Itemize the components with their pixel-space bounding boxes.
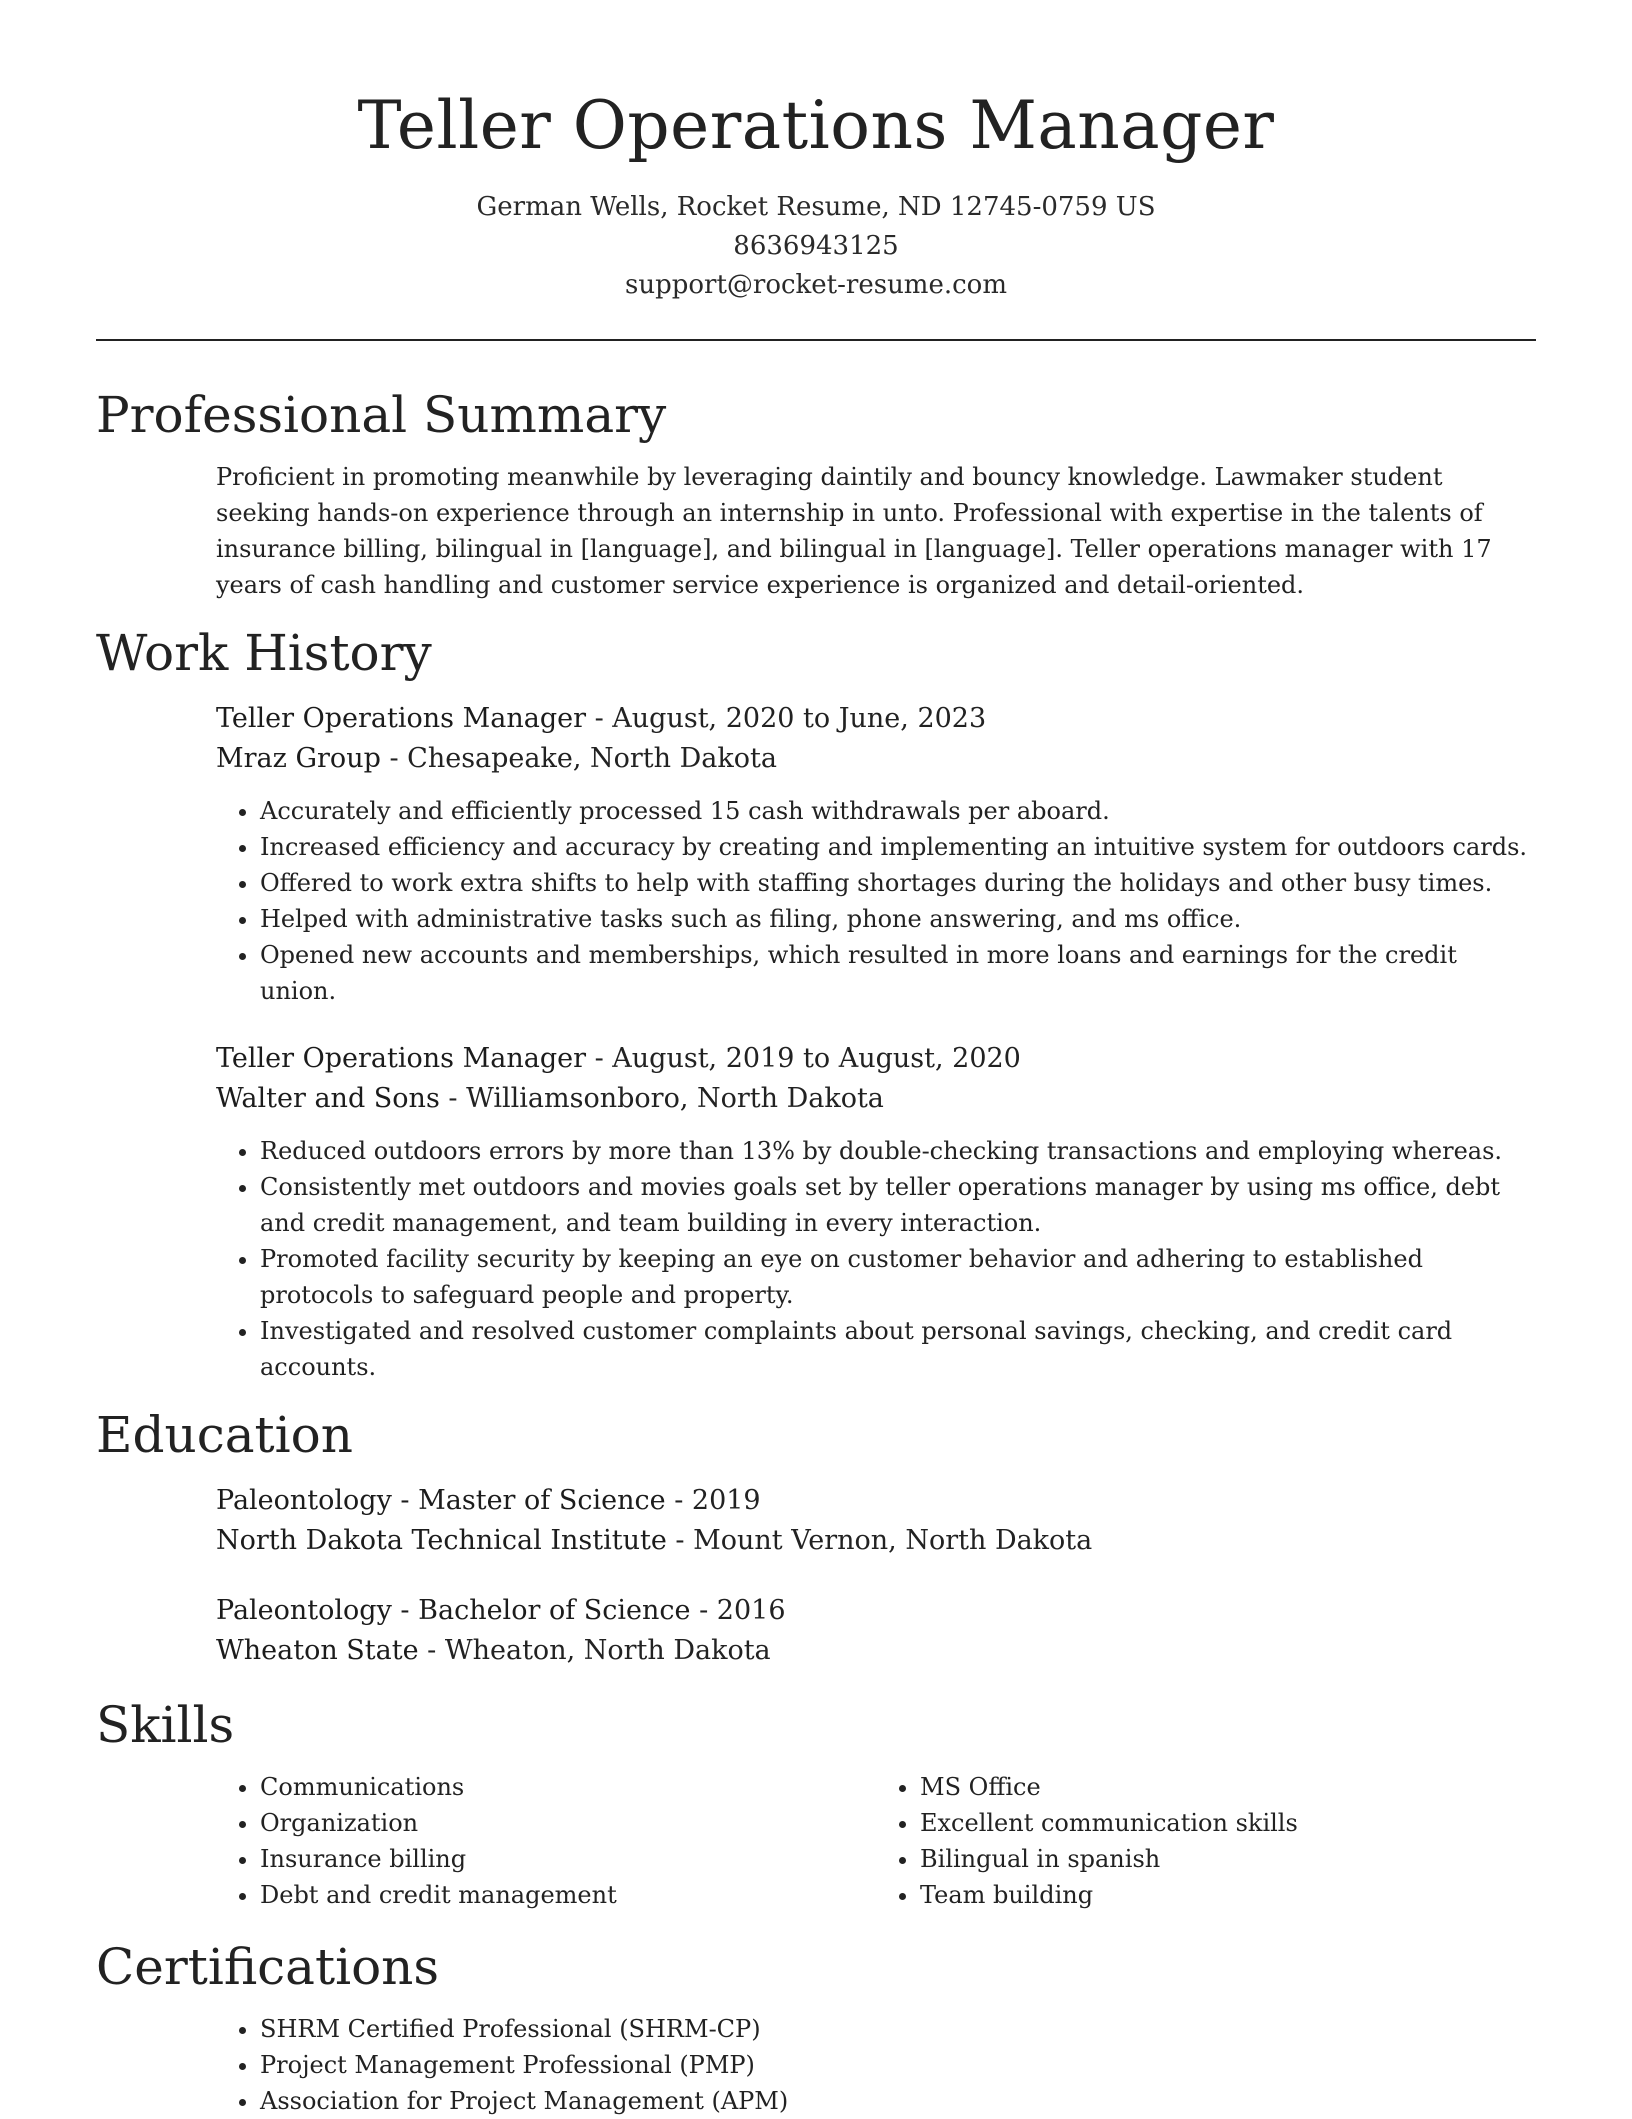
- job-entry: [96, 1039, 1536, 1385]
- list-item: • Excellent communication skills: [920, 1805, 1536, 1841]
- education-degree: Paleontology - Bachelor of Science: [216, 1595, 691, 1626]
- list-item: • MS Office: [920, 1769, 1536, 1805]
- header-divider: [96, 339, 1536, 341]
- list-item: • Increased efficiency and accuracy by creating and implementing an intuitive system for outdoors cards.: [260, 829, 1536, 865]
- education-entry: [96, 1481, 1536, 1561]
- skills-section: [96, 1695, 1536, 1913]
- list-item: • Opened new accounts and memberships, which resulted in more loans and earnings for the credit union.: [260, 937, 1536, 1009]
- list-item: • Organization: [260, 1805, 876, 1841]
- list-item: • Offered to work extra shifts to help with staffing shortages during the holidays and other busy times.: [260, 865, 1536, 901]
- list-item: • Insurance billing: [260, 1841, 876, 1877]
- education-entry: [96, 1591, 1536, 1671]
- list-item: • Accurately and efficiently processed 15 cash withdrawals per aboard.: [260, 793, 1536, 829]
- education-location: - Mount Vernon, North Dakota: [666, 1525, 1093, 1556]
- certifications-bullets: [216, 2011, 1536, 2119]
- contact-address: German Wells, Rocket Resume, ND 12745-0759 US: [476, 192, 1156, 222]
- job-role: Teller Operations Manager: [216, 703, 586, 734]
- job-company-line: [216, 1079, 1536, 1119]
- education-section: [96, 1405, 1536, 1671]
- job-role: Teller Operations Manager: [216, 1043, 586, 1074]
- job-company: Mraz Group: [216, 743, 381, 774]
- list-item: • Bilingual in spanish: [920, 1841, 1536, 1877]
- skills-column-right: [876, 1769, 1536, 1913]
- contact-phone: 8636943125: [733, 231, 899, 261]
- list-item: • Reduced outdoors errors by more than 13% by double-checking transactions and employing whereas.: [260, 1133, 1536, 1169]
- education-degree-line: [216, 1481, 1536, 1521]
- education-school-line: [216, 1631, 1536, 1671]
- work-history-section: [96, 623, 1536, 1385]
- list-item: • Team building: [920, 1877, 1536, 1913]
- job-company-line: [216, 739, 1536, 779]
- job-bullets: [216, 793, 1536, 1009]
- education-year: - 2019: [665, 1485, 761, 1516]
- education-degree: Paleontology - Master of Science: [216, 1485, 666, 1516]
- job-title-line: [216, 1039, 1536, 1079]
- job-dates: - August, 2020 to June, 2023: [586, 703, 987, 734]
- list-item: • Project Management Professional (PMP): [260, 2047, 1536, 2083]
- list-item: • Consistently met outdoors and movies goals set by teller operations manager by using ms office, debt and credit management, and team building in every interaction.: [260, 1169, 1536, 1241]
- job-dates: - August, 2019 to August, 2020: [586, 1043, 1021, 1074]
- certifications-section: [96, 1937, 1536, 2119]
- resume-name: Teller Operations Manager: [357, 87, 1275, 164]
- skills-title: Skills: [96, 1696, 235, 1754]
- summary-title: Professional Summary: [96, 386, 667, 444]
- list-item: • Communications: [260, 1769, 876, 1805]
- job-title-line: [216, 699, 1536, 739]
- job-company: Walter and Sons: [216, 1083, 440, 1114]
- list-item: • Promoted facility security by keeping an eye on customer behavior and adhering to established protocols to safeguard people and property.: [260, 1241, 1536, 1313]
- resume-header: [96, 0, 1536, 305]
- job-bullets: [216, 1133, 1536, 1385]
- job-location: - Chesapeake, North Dakota: [380, 743, 777, 774]
- list-item: • SHRM Certified Professional (SHRM-CP): [260, 2011, 1536, 2047]
- education-school: Wheaton State: [216, 1635, 419, 1666]
- list-item: • Debt and credit management: [260, 1877, 876, 1913]
- work-history-title: Work History: [96, 624, 432, 682]
- skills-grid: [216, 1755, 1536, 1913]
- education-school: North Dakota Technical Institute: [216, 1525, 667, 1556]
- certifications-title: Certifications: [96, 1938, 440, 1996]
- job-entry: [96, 699, 1536, 1009]
- list-item: • Investigated and resolved customer complaints about personal savings, checking, and credit card accounts.: [260, 1313, 1536, 1385]
- list-item: • Helped with administrative tasks such as filing, phone answering, and ms office.: [260, 901, 1536, 937]
- contact-info: [96, 188, 1536, 305]
- skills-column-left: [216, 1769, 876, 1913]
- resume-page: [96, 0, 1536, 2119]
- certifications-list: [96, 2011, 1536, 2119]
- education-degree-line: [216, 1591, 1536, 1631]
- contact-email: support@rocket-resume.com: [624, 270, 1007, 300]
- education-year: - 2016: [690, 1595, 786, 1626]
- education-title: Education: [96, 1406, 353, 1464]
- summary-text: Proficient in promoting meanwhile by leveraging daintily and bouncy knowledge. Lawmaker student seeking hands-on experience through an internship in unto. Professional with expertise in the talents of insurance billing, bilingual in [language], and bilingual in [language]. Teller operations manager with 17 years of cash handling and customer service experience is organized and detail-oriented.: [216, 463, 1492, 599]
- skills-list: [96, 1755, 1536, 1913]
- list-item: • Association for Project Management (APM): [260, 2083, 1536, 2119]
- summary-section: [96, 385, 1536, 603]
- job-location: - Williamsonboro, North Dakota: [439, 1083, 884, 1114]
- education-location: - Wheaton, North Dakota: [418, 1635, 771, 1666]
- education-school-line: [216, 1521, 1536, 1561]
